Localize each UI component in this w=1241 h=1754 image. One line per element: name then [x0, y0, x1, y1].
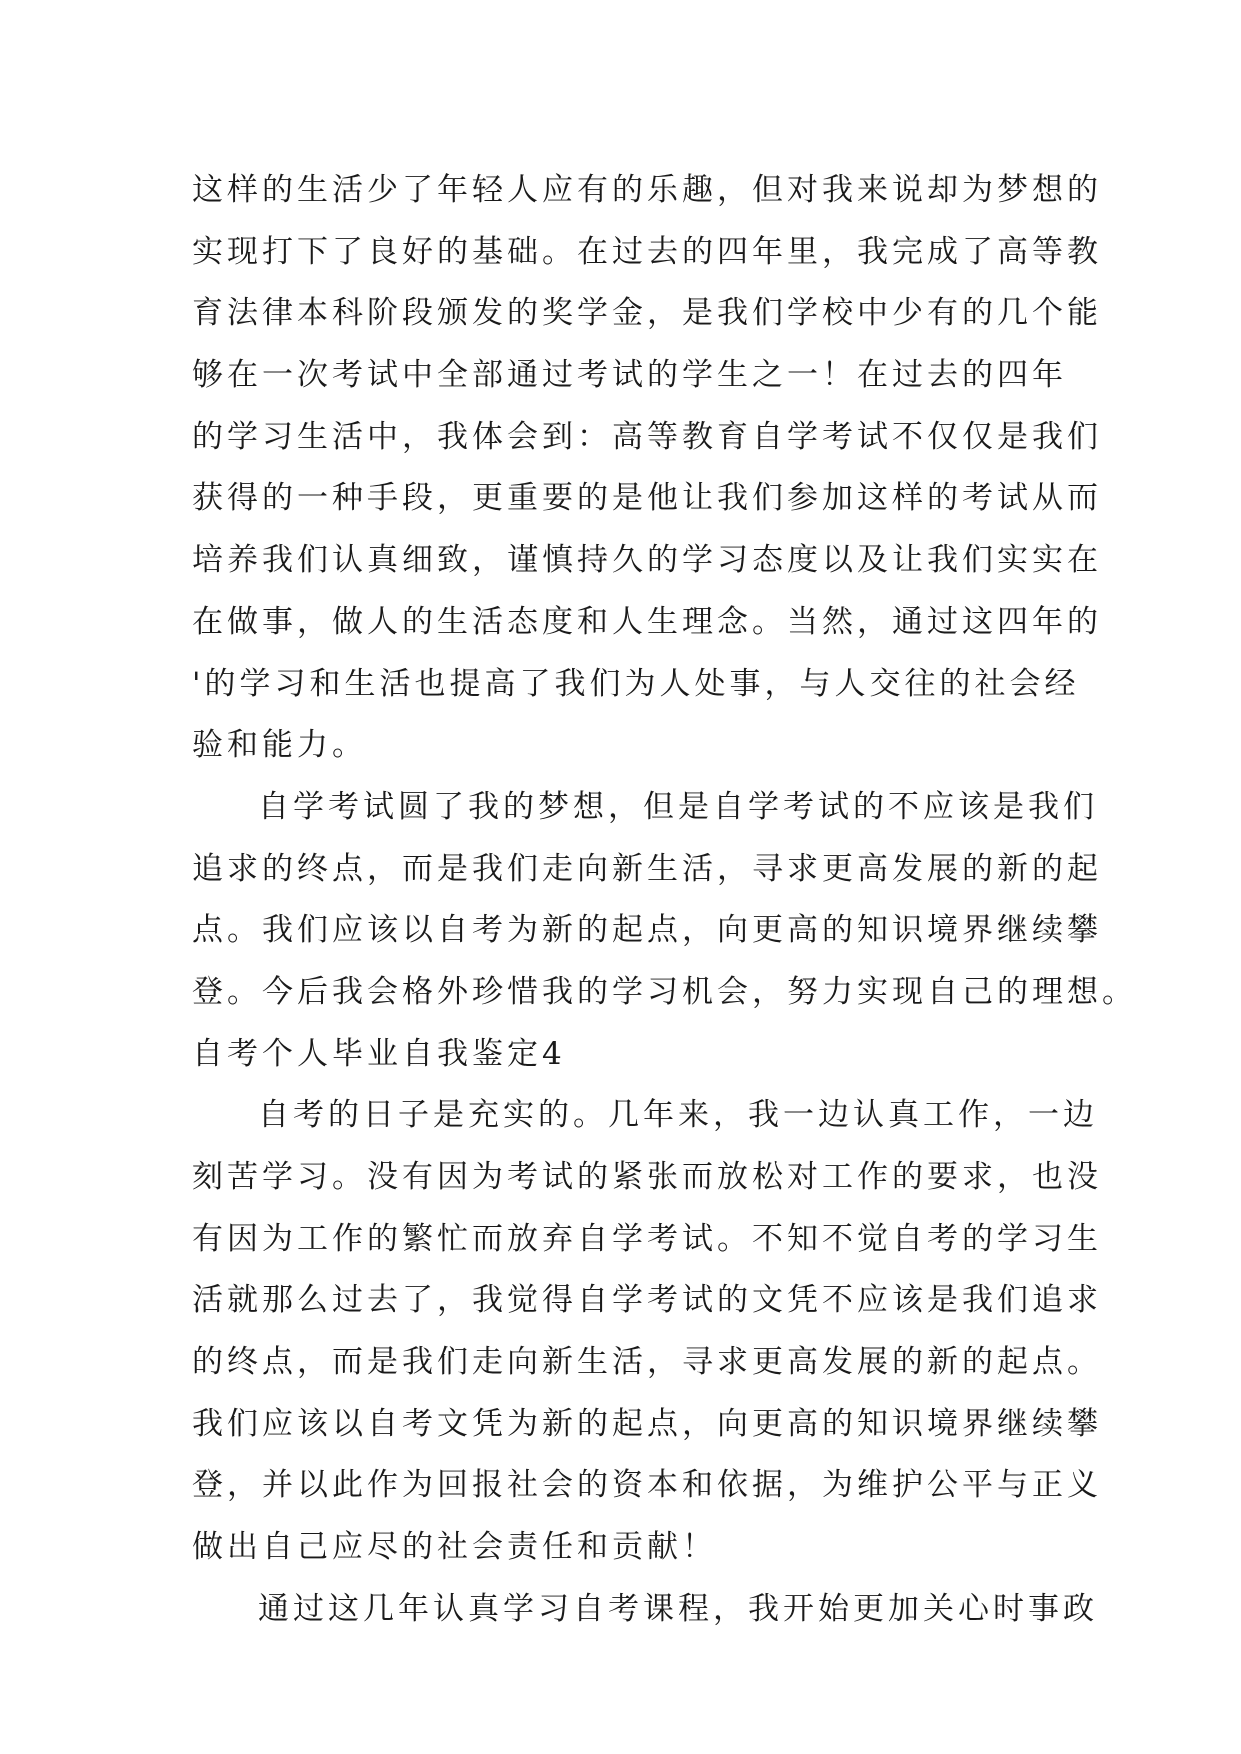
- text-line: 的终点，而是我们走向新生活，寻求更高发展的新的起点。: [192, 1344, 1102, 1381]
- text-line: 做出自己应尽的社会责任和贡献！: [192, 1529, 717, 1566]
- text-line: 刻苦学习。没有因为考试的紧张而放松对工作的要求，也没: [192, 1159, 1102, 1195]
- text-line: 育法律本科阶段颁发的奖学金，是我们学校中少有的几个能: [192, 295, 1102, 332]
- text-line: 培养我们认真细致，谨慎持久的学习态度以及让我们实实在: [192, 542, 1102, 579]
- text-line: 获得的一种手段，更重要的是他让我们参加这样的考试从而: [192, 480, 1102, 517]
- text-line: 登，并以此作为回报社会的资本和依据，为维护公平与正义: [192, 1467, 1102, 1504]
- text-line: 这样的生活少了年轻人应有的乐趣，但对我来说却为梦想的: [192, 172, 1102, 208]
- text-line: '的学习和生活也提高了我们为人处事，与人交往的社会经: [192, 665, 1080, 702]
- text-line: 验和能力。: [192, 727, 367, 764]
- text-line: 的学习生活中，我体会到：高等教育自学考试不仅仅是我们: [192, 418, 1102, 455]
- text-line: 我们应该以自考文凭为新的起点，向更高的知识境界继续攀: [192, 1405, 1102, 1442]
- text-line: 点。我们应该以自考为新的起点，向更高的知识境界继续攀: [192, 912, 1102, 949]
- text-line: 够在一次考试中全部通过考试的学生之一！在过去的四年: [192, 357, 1067, 394]
- text-line: 有因为工作的繁忙而放弃自学考试。不知不觉自考的学习生: [192, 1220, 1102, 1257]
- text-line: 通过这几年认真学习自考课程，我开始更加关心时事政: [258, 1590, 1098, 1627]
- text-line: 活就那么过去了，我觉得自学考试的文凭不应该是我们追求: [192, 1282, 1102, 1319]
- text-line: 追求的终点，而是我们走向新生活，寻求更高发展的新的起: [192, 850, 1102, 887]
- document-body: [192, 160, 1137, 1641]
- text-line: 实现打下了良好的基础。在过去的四年里，我完成了高等教: [192, 233, 1102, 270]
- text-line: 自学考试圆了我的梦想，但是自学考试的不应该是我们: [258, 788, 1098, 825]
- text-line: 自考的日子是充实的。几年来，我一边认真工作，一边: [258, 1097, 1098, 1134]
- text-line: 登。今后我会格外珍惜我的学习机会，努力实现自己的理想。: [192, 973, 1137, 1010]
- text-line: 自考个人毕业自我鉴定4: [192, 1035, 566, 1072]
- text-line: 在做事，做人的生活态度和人生理念。当然，通过这四年的: [192, 603, 1102, 640]
